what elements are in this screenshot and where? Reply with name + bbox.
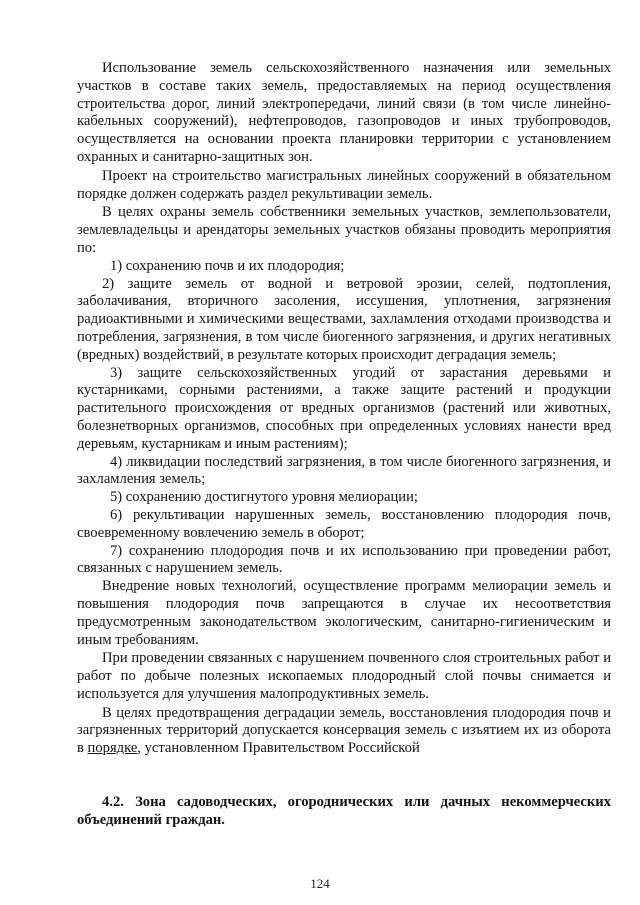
- list-item-6: 6) рекультивации нарушенных земель, восстановлению плодородия почв, своевременному вовлечению земель в оборот;: [77, 506, 611, 541]
- paragraph-topsoil-removal: При проведении связанных с нарушением почвенного слоя строительных работ и работ по добыче полезных ископаемых плодородный слой почвы снимается и используется для улучшения малопродуктивных земель.: [77, 650, 611, 702]
- section-heading: 4.2. Зона садоводческих, огороднических или дачных некоммерческих объединений граждан.: [77, 794, 611, 828]
- list-item-3: 3) защите сельскохозяйственных угодий от зарастания деревьями и кустарниками, сорными растениями, а также защите растений и продукции растительного происхождения от вредных организмов (растений или животных, болезнетворных организмов, способных при определенных условиях нанести вред деревьям, кустарникам и иным растениям);: [77, 364, 611, 452]
- paragraph-land-use: Использование земель сельскохозяйственного назначения или земельных участков в составе таких земель, предоставляемых на период осуществления строительства дорог, линий электропередачи, линий связи (в том числе линейно-кабельных сооружений), нефтепроводов, газопроводов и иных трубопроводов, осуществляется на основании проекта планировки территории с установлением охранных и санитарно-защитных зон.: [77, 60, 611, 165]
- page-number: 124: [310, 876, 330, 891]
- procedure-link[interactable]: порядке: [87, 740, 138, 757]
- list-item-7: 7) сохранению плодородия почв и их использованию при проведении работ, связанных с нарушением земель.: [77, 542, 611, 577]
- list-item-4: 4) ликвидации последствий загрязнения, в том числе биогенного загрязнения, и захламления земель;: [77, 453, 611, 488]
- list-item-5: 5) сохранению достигнутого уровня мелиорации;: [110, 489, 418, 506]
- paragraph-land-conservation: [77, 705, 611, 758]
- paragraph-project-reclamation: Проект на строительство магистральных линейных сооружений в обязательном порядке должен содержать раздел рекультивации земель.: [77, 167, 611, 202]
- paragraph-conservation-text-start: В целях предотвращения деградации земель, восстановления плодородия почв и загрязненных территорий допускается консервация земель с изъятием их из оборота в: [77, 704, 611, 757]
- paragraph-new-technologies: Внедрение новых технологий, осуществление программ мелиорации земель и повышения плодородия почв запрещаются в случае их несоответствия предусмотренным законодательством экологическим, санитарно-гигиеническим и иным требованиям.: [77, 578, 611, 648]
- paragraph-land-protection-intro: В целях охраны земель собственники земельных участков, землепользователи, землевладельцы и арендаторы земельных участков обязаны проводить мероприятия по:: [77, 204, 611, 256]
- paragraph-conservation-text-end: , установленном Правительством Российской: [137, 740, 420, 757]
- page-body: [77, 60, 611, 758]
- list-item-2: 2) защите земель от водной и ветровой эрозии, селей, подтопления, заболачивания, вторичного засоления, иссушения, уплотнения, загрязнения радиоактивными и химическими веществами, захламления отходами производства и потребления, загрязнения, в том числе биогенного загрязнения, и других негативных (вредных) воздействий, в результате которых происходит деградация земель;: [77, 275, 611, 363]
- list-item-1: 1) сохранению почв и их плодородия;: [110, 257, 345, 274]
